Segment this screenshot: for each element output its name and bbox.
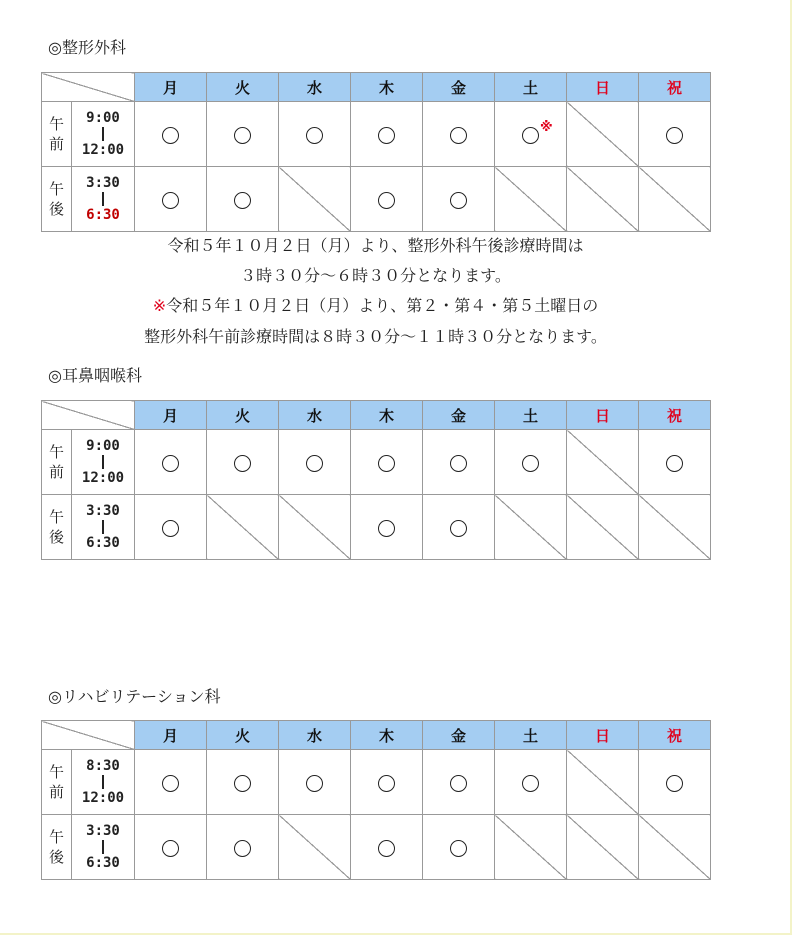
- hours-cell: [72, 750, 135, 815]
- closed-cell: [279, 815, 351, 880]
- day-header: 祝: [639, 401, 711, 430]
- open-circle-icon: [162, 192, 179, 209]
- header-row: [42, 721, 711, 750]
- open-cell: [351, 750, 423, 815]
- closed-cell: [567, 750, 639, 815]
- period-label: [42, 815, 72, 880]
- section-title-rehabilitation: ◎リハビリテーション科: [48, 687, 221, 706]
- open-cell: [423, 102, 495, 167]
- slot-row-morning: [42, 750, 711, 815]
- day-header: 月: [135, 73, 207, 102]
- open-cell: [207, 750, 279, 815]
- open-cell: [495, 750, 567, 815]
- open-circle-icon: [162, 520, 179, 537]
- end-time: 6:30: [86, 855, 120, 871]
- hours-range: [72, 758, 134, 806]
- slot-row-morning: [42, 430, 711, 495]
- end-time: 12:00: [81, 142, 125, 158]
- asterisk-mark: ※: [540, 119, 553, 135]
- open-cell: [351, 815, 423, 880]
- day-header: 火: [207, 721, 279, 750]
- notice-line-3: [41, 296, 710, 316]
- period-char: 午: [48, 180, 64, 198]
- schedule-grid: [41, 72, 711, 232]
- period-char: 午: [48, 443, 64, 461]
- period-label: [42, 495, 72, 560]
- day-header: 水: [279, 401, 351, 430]
- closed-cell: [567, 495, 639, 560]
- hours-cell: [72, 815, 135, 880]
- day-header: 日: [567, 721, 639, 750]
- period-char: 前: [48, 463, 64, 481]
- day-header: 水: [279, 721, 351, 750]
- day-header: 金: [423, 73, 495, 102]
- open-circle-icon: [234, 192, 251, 209]
- open-cell: [135, 815, 207, 880]
- end-time: 6:30: [86, 207, 120, 223]
- open-circle-icon: [378, 520, 395, 537]
- start-time: 3:30: [86, 823, 120, 839]
- open-circle-icon: [378, 775, 395, 792]
- open-cell: [351, 430, 423, 495]
- day-header: 火: [207, 401, 279, 430]
- range-bar: [102, 775, 104, 789]
- hours-cell: [72, 430, 135, 495]
- open-circle-icon: [378, 127, 395, 144]
- open-circle-icon: [450, 520, 467, 537]
- open-cell: [351, 495, 423, 560]
- notice-line-3-text: 令和５年１０月２日（月）より、第２・第４・第５土曜日の: [166, 296, 599, 315]
- period-char: 午: [48, 115, 64, 133]
- open-circle-icon: [450, 455, 467, 472]
- open-circle-icon: [666, 775, 683, 792]
- day-header: 土: [495, 401, 567, 430]
- hours-range: [72, 110, 134, 158]
- hours-range: [72, 503, 134, 551]
- period-char: 後: [48, 528, 64, 546]
- period-char: 後: [48, 200, 64, 218]
- hours-range: [72, 823, 134, 871]
- open-cell: [207, 815, 279, 880]
- open-cell: [135, 750, 207, 815]
- open-cell: [351, 167, 423, 232]
- closed-cell: [495, 495, 567, 560]
- day-header: 火: [207, 73, 279, 102]
- period-char: 午: [48, 763, 64, 781]
- open-cell: [135, 495, 207, 560]
- open-circle-icon: [234, 775, 251, 792]
- end-time: 6:30: [86, 535, 120, 551]
- corner-cell: [42, 73, 135, 102]
- period-char: 後: [48, 848, 64, 866]
- range-bar: [102, 520, 104, 534]
- open-circle-icon: [234, 840, 251, 857]
- closed-cell: [639, 495, 711, 560]
- open-circle-icon: [234, 455, 251, 472]
- open-cell: [207, 167, 279, 232]
- range-bar: [102, 455, 104, 469]
- open-cell: [423, 815, 495, 880]
- notice-line-1: 令和５年１０月２日（月）より、整形外科午後診療時間は: [167, 236, 584, 255]
- schedule-table-orthopedics: [41, 72, 711, 232]
- open-cell: [495, 430, 567, 495]
- day-header: 木: [351, 73, 423, 102]
- day-header: 水: [279, 73, 351, 102]
- day-header: 祝: [639, 721, 711, 750]
- open-circle-icon: [666, 127, 683, 144]
- open-circle-icon: [162, 775, 179, 792]
- open-cell: [351, 102, 423, 167]
- notice-line-4: 整形外科午前診療時間は８時３０分～１１時３０分となります。: [144, 327, 607, 346]
- closed-cell: [495, 167, 567, 232]
- schedule-grid: [41, 400, 711, 560]
- hours-cell: [72, 495, 135, 560]
- open-circle-icon: [378, 192, 395, 209]
- open-cell: [279, 102, 351, 167]
- period-label: [42, 430, 72, 495]
- corner-cell: [42, 401, 135, 430]
- slot-row-morning: [42, 102, 711, 167]
- closed-cell: [279, 495, 351, 560]
- slot-row-afternoon: [42, 495, 711, 560]
- start-time: 9:00: [86, 438, 120, 454]
- hours-range: [72, 175, 134, 223]
- open-cell: [423, 430, 495, 495]
- open-cell: [639, 102, 711, 167]
- range-bar: [102, 840, 104, 854]
- closed-cell: [207, 495, 279, 560]
- open-cell: [207, 430, 279, 495]
- schedule-table-rehabilitation: [41, 720, 711, 880]
- day-header: 土: [495, 721, 567, 750]
- day-header: 日: [567, 73, 639, 102]
- open-circle-icon: [522, 455, 539, 472]
- open-circle-icon: [450, 840, 467, 857]
- period-char: 午: [48, 508, 64, 526]
- open-circle-icon: [162, 840, 179, 857]
- open-cell: [423, 495, 495, 560]
- day-header: 月: [135, 401, 207, 430]
- open-cell: [279, 750, 351, 815]
- period-label: [42, 750, 72, 815]
- open-circle-icon: [378, 455, 395, 472]
- open-cell: [135, 102, 207, 167]
- hours-cell: [72, 102, 135, 167]
- section-title-orthopedics: ◎整形外科: [48, 38, 126, 57]
- schedule-grid: [41, 720, 711, 880]
- open-cell: [135, 167, 207, 232]
- start-time: 3:30: [86, 175, 120, 191]
- slot-row-afternoon: [42, 167, 711, 232]
- period-char: 前: [48, 135, 64, 153]
- closed-cell: [639, 167, 711, 232]
- range-bar: [102, 192, 104, 206]
- day-header: 土: [495, 73, 567, 102]
- closed-cell: [567, 102, 639, 167]
- open-circle-icon: [162, 127, 179, 144]
- hours-cell: [72, 167, 135, 232]
- open-circle-icon: [234, 127, 251, 144]
- open-cell: [279, 430, 351, 495]
- hours-range: [72, 438, 134, 486]
- day-header: 金: [423, 721, 495, 750]
- open-circle-icon: [522, 119, 553, 144]
- period-label: [42, 102, 72, 167]
- closed-cell: [495, 815, 567, 880]
- open-circle-icon: [162, 455, 179, 472]
- open-circle-icon: [378, 840, 395, 857]
- open-circle-icon: [306, 775, 323, 792]
- open-cell: [639, 750, 711, 815]
- period-label: [42, 167, 72, 232]
- open-cell: [423, 750, 495, 815]
- end-time: 12:00: [81, 790, 125, 806]
- day-header: 日: [567, 401, 639, 430]
- open-cell: [207, 102, 279, 167]
- start-time: 8:30: [86, 758, 120, 774]
- day-header: 木: [351, 401, 423, 430]
- schedule-table-ent: [41, 400, 711, 560]
- section-title-ent: ◎耳鼻咽喉科: [48, 366, 142, 385]
- period-char: 午: [48, 828, 64, 846]
- open-circle-icon: [522, 775, 539, 792]
- day-header: 月: [135, 721, 207, 750]
- end-time: 12:00: [81, 470, 125, 486]
- period-char: 前: [48, 783, 64, 801]
- corner-cell: [42, 721, 135, 750]
- day-header: 金: [423, 401, 495, 430]
- open-circle-icon: [450, 192, 467, 209]
- closed-cell: [567, 815, 639, 880]
- closed-cell: [567, 167, 639, 232]
- notice-line-2: ３時３０分～６時３０分となります。: [240, 266, 511, 285]
- day-header: 木: [351, 721, 423, 750]
- closed-cell: [567, 430, 639, 495]
- slot-row-afternoon: [42, 815, 711, 880]
- open-circle-icon: [306, 455, 323, 472]
- day-header: 祝: [639, 73, 711, 102]
- header-row: [42, 401, 711, 430]
- open-circle-icon: [306, 127, 323, 144]
- open-circle-icon: [450, 127, 467, 144]
- open-circle-icon: [666, 455, 683, 472]
- start-time: 9:00: [86, 110, 120, 126]
- closed-cell: [639, 815, 711, 880]
- closed-cell: [279, 167, 351, 232]
- open-cell: [495, 102, 567, 167]
- header-row: [42, 73, 711, 102]
- notice-asterisk: ※: [152, 296, 167, 315]
- range-bar: [102, 127, 104, 141]
- start-time: 3:30: [86, 503, 120, 519]
- open-cell: [135, 430, 207, 495]
- open-circle-icon: [450, 775, 467, 792]
- open-cell: [639, 430, 711, 495]
- open-cell: [423, 167, 495, 232]
